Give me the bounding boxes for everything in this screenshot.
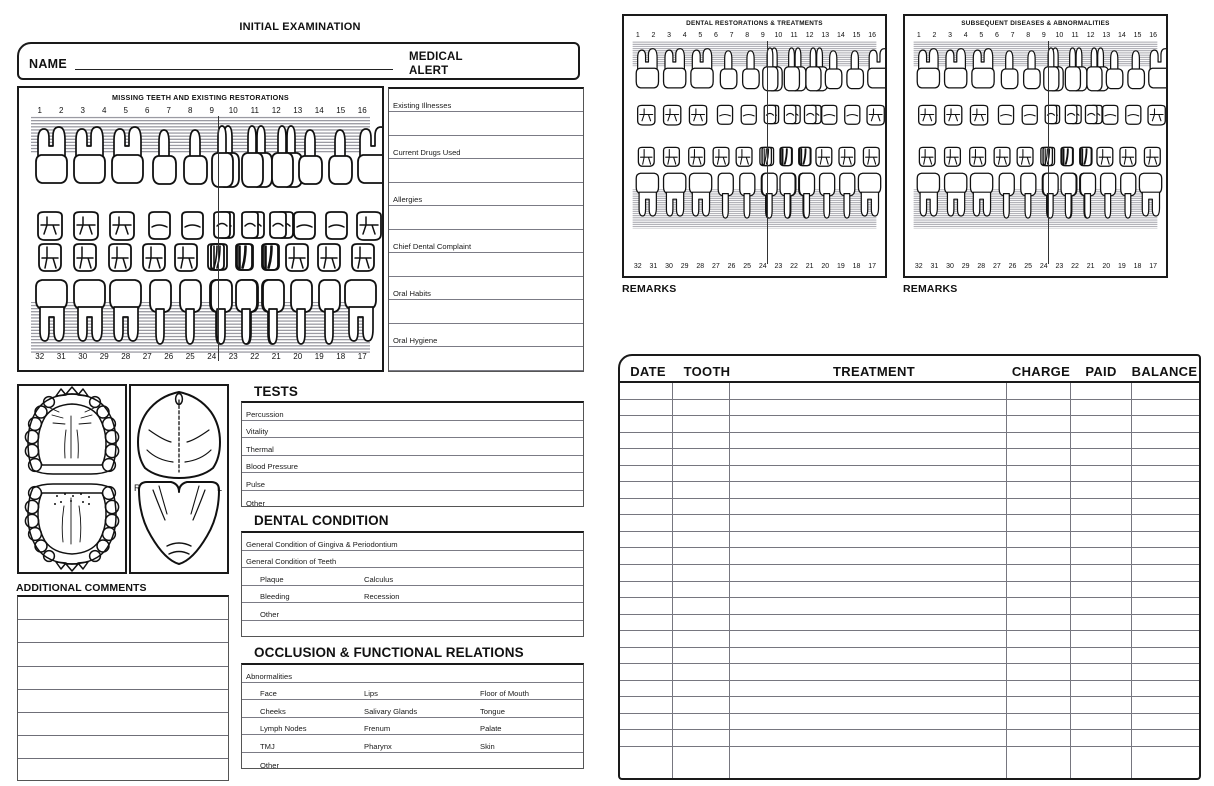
condition-col2: Recession [364,592,400,602]
name-input-rule[interactable] [75,69,393,70]
column-header-balance: BALANCE [1131,364,1198,379]
occlusion-col1: Face [260,689,277,699]
tooth-num: 6 [713,32,718,39]
tooth-num: 20 [821,263,830,270]
tooth-num: 18 [1133,263,1142,270]
tooth-num: 24 [1039,263,1048,270]
arch-svg-compact [905,41,1166,237]
dental-condition-heading: DENTAL CONDITION [254,513,389,528]
condition-col1: Plaque [260,574,284,584]
table-row[interactable] [620,615,1199,632]
occlusion-col1: TMJ [260,741,275,751]
tooth-num: 11 [790,32,798,39]
tooth-num: 14 [314,106,324,115]
table-row[interactable] [620,714,1199,731]
tooth-num: 28 [121,352,131,361]
subsequent-diseases-chart[interactable] [903,14,1168,278]
table-row[interactable] [620,730,1199,747]
name-label: NAME [29,57,68,71]
tooth-num: 26 [164,352,174,361]
tooth-num: 28 [696,263,705,270]
tooth-num: 23 [228,352,238,361]
tooth-num: 12 [1086,32,1095,39]
right-marker-label: R [134,483,141,493]
tooth-num: 22 [790,263,798,270]
tooth-num: 4 [102,106,107,115]
tooth-num: 15 [1133,32,1142,39]
tooth-num: 31 [56,352,66,361]
tooth-num: 23 [1055,263,1064,270]
ledger-header-row [620,356,1199,383]
tooth-num: 32 [633,263,642,270]
table-row[interactable] [620,747,1199,764]
tooth-num: 31 [930,263,939,270]
tooth-num: 30 [665,263,673,270]
tooth-num: 18 [852,263,861,270]
tooth-num: 29 [961,263,970,270]
tooth-num: 14 [1118,32,1126,39]
table-row[interactable] [620,565,1199,582]
tooth-num: 12 [271,106,281,115]
tooth-num: 20 [293,352,303,361]
tooth-num: 8 [188,106,193,115]
tooth-num: 27 [712,263,720,270]
table-row[interactable] [620,664,1199,681]
test-row-label: Blood Pressure [246,462,298,472]
comment-line[interactable] [18,713,228,736]
column-header-tooth: TOOTH [683,364,731,379]
lower-tooth-numbers [630,263,880,270]
dental-condition-box[interactable] [241,531,584,637]
tooth-diagram[interactable] [624,41,885,237]
tooth-num: 25 [1024,263,1033,270]
tooth-num: 4 [963,32,968,39]
chart-midline [767,41,768,264]
tooth-num: 15 [852,32,861,39]
condition-col1: Bleeding [260,592,290,602]
tooth-num: 26 [1008,263,1017,270]
palate-tongue-diagram-icon [131,386,227,572]
table-row[interactable] [620,648,1199,665]
comment-line[interactable] [18,643,228,666]
condition-col2: Calculus [364,574,394,584]
tooth-num: 16 [868,32,877,39]
dental-restorations-chart[interactable] [622,14,887,278]
tooth-num: 10 [228,106,238,115]
tooth-num: 24 [758,263,767,270]
column-header-charge: CHARGE [1011,364,1071,379]
field-entry-line[interactable] [389,371,583,395]
test-row-label: Pulse [246,479,265,489]
lower-tooth-numbers [29,352,373,361]
tooth-num: 32 [914,263,923,270]
treatment-ledger[interactable] [618,354,1201,780]
tooth-num: 24 [207,352,217,361]
tooth-num: 6 [994,32,999,39]
ledger-body[interactable] [620,383,1199,778]
restorations-remarks-label: REMARKS [622,283,677,295]
table-row[interactable] [620,598,1199,615]
tooth-num: 3 [80,106,85,115]
additional-comments-box[interactable] [17,595,229,781]
tooth-num: 17 [1149,263,1158,270]
table-row[interactable] [620,515,1199,532]
left-marker-label: L [217,483,223,493]
table-row[interactable] [620,681,1199,698]
field-entry-line[interactable] [389,159,583,183]
column-header-paid: PAID [1085,364,1117,379]
tooth-num: 9 [1041,32,1046,39]
field-label: Existing Illnesses [393,101,452,110]
tooth-num: 17 [868,263,877,270]
table-row[interactable] [620,532,1199,549]
tooth-num: 10 [774,32,783,39]
tests-box[interactable] [241,401,584,507]
tooth-num: 16 [1149,32,1158,39]
tooth-num: 21 [1086,263,1095,270]
tooth-num: 9 [209,106,214,115]
tooth-num: 23 [774,263,783,270]
tooth-num: 29 [680,263,689,270]
tooth-num: 9 [760,32,765,39]
occlusion-col3: Palate [480,724,502,734]
field-entry-line[interactable] [389,112,583,136]
missing-teeth-chart-caption: MISSING TEETH AND EXISTING RESTORATIONS [112,93,289,102]
field-label: Allergies [393,195,423,204]
occlusion-col3: Skin [480,741,495,751]
occlusion-col1: Other [260,760,279,770]
occlusion-col1: Abnormalities [246,671,293,681]
upper-tooth-numbers [911,32,1161,39]
comment-line[interactable] [18,690,228,713]
arch-occlusal-diagram-icon [19,386,125,572]
test-row-label: Vitality [246,427,269,437]
tooth-num: 4 [682,32,687,39]
occlusion-col2: Lips [364,689,378,699]
tooth-num: 13 [293,106,303,115]
tooth-num: 5 [123,106,128,115]
arch-svg-compact [624,41,885,237]
tooth-num: 21 [271,352,281,361]
tooth-num: 3 [667,32,672,39]
table-row[interactable] [620,631,1199,648]
table-row[interactable] [620,697,1199,714]
table-row[interactable] [620,499,1199,516]
table-row[interactable] [620,582,1199,599]
field-entry-line[interactable] [389,206,583,230]
occlusion-col1: Cheeks [260,706,286,716]
test-row-label: Other [246,498,265,508]
tooth-num: 16 [357,106,367,115]
tooth-num: 26 [727,263,736,270]
tooth-num: 2 [932,32,937,39]
test-row-label: Percussion [246,409,284,419]
mandibular-svg [19,242,382,370]
tooth-num: 32 [35,352,45,361]
comment-line[interactable] [18,667,228,690]
occlusion-col3: Tongue [480,706,505,716]
tooth-num: 19 [314,352,324,361]
patient-name-bar [17,42,580,80]
medical-alert-label: MEDICAL ALERT [409,51,463,77]
tooth-num: 28 [977,263,986,270]
field-entry-line[interactable] [389,300,583,324]
tooth-num: 27 [993,263,1001,270]
upper-tooth-numbers [29,106,373,115]
tooth-diagram-mandibular[interactable] [19,242,382,370]
occlusion-heading: OCCLUSION & FUNCTIONAL RELATIONS [254,645,524,660]
comment-line[interactable] [18,759,228,782]
field-label: Current Drugs Used [393,148,461,157]
field-label: Oral Habits [393,289,431,298]
tooth-num: 1 [635,32,640,39]
tooth-num: 29 [99,352,109,361]
tooth-num: 5 [979,32,984,39]
table-row[interactable] [620,482,1199,499]
tooth-num: 8 [745,32,750,39]
tooth-num: 22 [1071,263,1079,270]
table-row[interactable] [620,433,1199,450]
tooth-num: 2 [651,32,656,39]
table-row[interactable] [620,466,1199,483]
field-entry-line[interactable] [389,253,583,277]
comment-line[interactable] [18,597,228,620]
tooth-num: 13 [1102,32,1111,39]
tooth-num: 11 [1071,32,1079,39]
occlusion-col2: Salivary Glands [364,706,418,716]
tooth-diagram[interactable] [905,41,1166,237]
tooth-num: 8 [1026,32,1031,39]
tooth-num: 1 [916,32,921,39]
column-header-treatment: TREATMENT [833,364,915,379]
page-title: INITIAL EXAMINATION [239,21,361,33]
field-entry-line[interactable] [389,347,583,371]
tooth-num: 20 [1102,263,1111,270]
upper-tooth-numbers [630,32,880,39]
condition-col1: General Condition of Gingiva & Periodontium [246,539,398,549]
tooth-num: 21 [805,263,814,270]
tooth-num: 30 [78,352,88,361]
field-label: Oral Hygiene [393,336,438,345]
medical-history-box[interactable] [388,87,584,372]
tooth-num: 5 [698,32,703,39]
occlusion-col2: Pharynx [364,741,392,751]
occlusion-col3: Floor of Mouth [480,689,529,699]
subsequent-remarks-label: REMARKS [903,283,958,295]
tooth-num: 7 [1010,32,1015,39]
tooth-num: 27 [142,352,152,361]
condition-col1: General Condition of Teeth [246,557,337,567]
comment-line[interactable] [18,620,228,643]
table-row[interactable] [620,383,1199,400]
comment-line[interactable] [18,736,228,759]
occlusion-box[interactable] [241,663,584,769]
tooth-num: 13 [821,32,830,39]
tests-heading: TESTS [254,384,299,399]
tooth-num: 3 [948,32,953,39]
table-row[interactable] [620,449,1199,466]
additional-comments-heading: ADDITIONAL COMMENTS [16,582,147,594]
chart-midline [218,116,219,361]
field-label: Chief Dental Complaint [393,242,472,251]
tooth-num: 2 [59,106,64,115]
palatal-lingual-arch-panel[interactable] [17,384,127,574]
column-header-date: DATE [630,364,666,379]
tooth-num: 31 [649,263,658,270]
condition-blank-line[interactable] [242,621,583,639]
tooth-num: 10 [1055,32,1064,39]
subsequent-chart-caption: SUBSEQUENT DISEASES & ABNORMALITIES [961,20,1110,27]
test-row-label: Thermal [246,444,274,454]
tooth-num: 14 [837,32,845,39]
palate-tongue-panel[interactable] [129,384,229,574]
tooth-num: 22 [250,352,260,361]
tooth-num: 7 [729,32,734,39]
tooth-num: 1 [37,106,42,115]
table-row[interactable] [620,416,1199,433]
tooth-num: 7 [166,106,171,115]
tooth-num: 17 [357,352,367,361]
tooth-num: 11 [250,106,259,115]
restorations-chart-caption: DENTAL RESTORATIONS & TREATMENTS [686,20,823,27]
table-row[interactable] [620,400,1199,417]
tooth-num: 15 [336,106,346,115]
tooth-num: 18 [336,352,346,361]
tooth-num: 6 [145,106,150,115]
tooth-num: 19 [1118,263,1126,270]
tooth-num: 30 [946,263,954,270]
condition-col1: Other [260,609,279,619]
tooth-num: 25 [743,263,752,270]
occlusion-col1: Lymph Nodes [260,724,307,734]
tooth-num: 12 [805,32,814,39]
tooth-num: 25 [185,352,195,361]
missing-teeth-chart[interactable] [17,86,384,372]
occlusion-col2: Frenum [364,724,391,734]
tooth-num: 19 [837,263,845,270]
lower-tooth-numbers [911,263,1161,270]
table-row[interactable] [620,548,1199,565]
chart-midline [1048,41,1049,264]
